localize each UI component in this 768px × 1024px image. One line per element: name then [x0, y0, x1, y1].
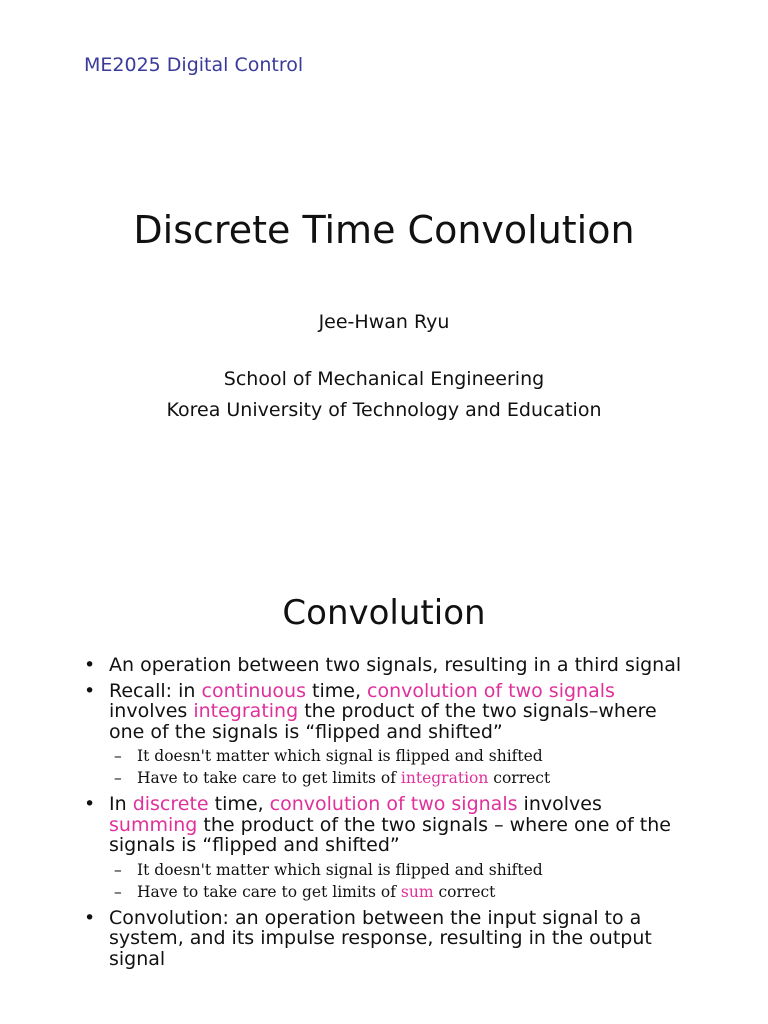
- affiliation-line-2: Korea University of Technology and Education: [166, 399, 602, 421]
- sub-bullet-text: Have to take care to get limits of: [137, 769, 401, 787]
- bullet-icon: •: [84, 654, 96, 676]
- sub-bullet-text: It doesn't matter which signal is flipped and shifted: [137, 860, 543, 879]
- bullet-text: time,: [208, 793, 270, 815]
- bullet-text: the product of the two signals–where one of the signals is “flipped and shifted”: [109, 700, 657, 743]
- sub-bullet-list: [109, 745, 692, 789]
- bullet-text: the product of the two signals – where one of the signals is “flipped and shifted”: [109, 813, 671, 856]
- bullet-item: [82, 681, 692, 790]
- dash-icon: –: [114, 882, 122, 901]
- sub-bullet-item: [109, 767, 692, 789]
- bullet-list: [82, 655, 692, 974]
- highlight-term: sum: [400, 882, 434, 901]
- convolution-slide: [0, 520, 768, 1024]
- bullet-item: [82, 655, 692, 676]
- dash-icon: –: [114, 769, 122, 787]
- sub-bullet-item: [109, 881, 692, 903]
- highlight-term: convolution of two signals: [269, 793, 518, 815]
- bullet-text: Convolution: an operation between the input signal to a system, and its impulse response, resulting in the output signal: [109, 906, 652, 970]
- bullet-text: time,: [306, 679, 368, 702]
- bullet-icon: •: [84, 793, 96, 815]
- bullet-text: involves: [517, 793, 602, 815]
- sub-bullet-item: [109, 859, 692, 881]
- highlight-term: integration: [400, 769, 489, 787]
- bullet-icon: •: [84, 679, 96, 702]
- bullet-text: involves: [109, 700, 194, 722]
- bullet-item: [82, 908, 692, 970]
- bullet-text: An operation between two signals, resulting in a third signal: [109, 654, 682, 676]
- sub-bullet-text: correct: [433, 882, 496, 901]
- slide-title: Convolution: [282, 593, 486, 633]
- affiliation-line-1: School of Mechanical Engineering: [223, 368, 545, 390]
- affiliation: [0, 364, 768, 426]
- course-name: ME2025 Digital Control: [84, 54, 304, 76]
- sub-bullet-list: [109, 859, 692, 903]
- bullet-item: [82, 794, 692, 903]
- highlight-term: integrating: [193, 700, 299, 722]
- sub-bullet-text: It doesn't matter which signal is flipped and shifted: [137, 747, 543, 765]
- sub-bullet-text: Have to take care to get limits of: [137, 882, 401, 901]
- dash-icon: –: [114, 860, 122, 879]
- bullet-text: In: [109, 793, 133, 815]
- sub-bullet-text: correct: [488, 769, 551, 787]
- author-name: Jee-Hwan Ryu: [318, 311, 450, 333]
- dash-icon: –: [114, 747, 122, 765]
- highlight-term: convolution of two signals: [367, 679, 615, 702]
- bullet-icon: •: [84, 906, 96, 929]
- highlight-term: summing: [109, 813, 198, 836]
- highlight-term: discrete: [132, 793, 209, 815]
- slide-title: Discrete Time Convolution: [133, 208, 635, 252]
- bullet-text: Recall: in: [109, 679, 202, 702]
- sub-bullet-item: [109, 745, 692, 767]
- highlight-term: continuous: [201, 679, 306, 702]
